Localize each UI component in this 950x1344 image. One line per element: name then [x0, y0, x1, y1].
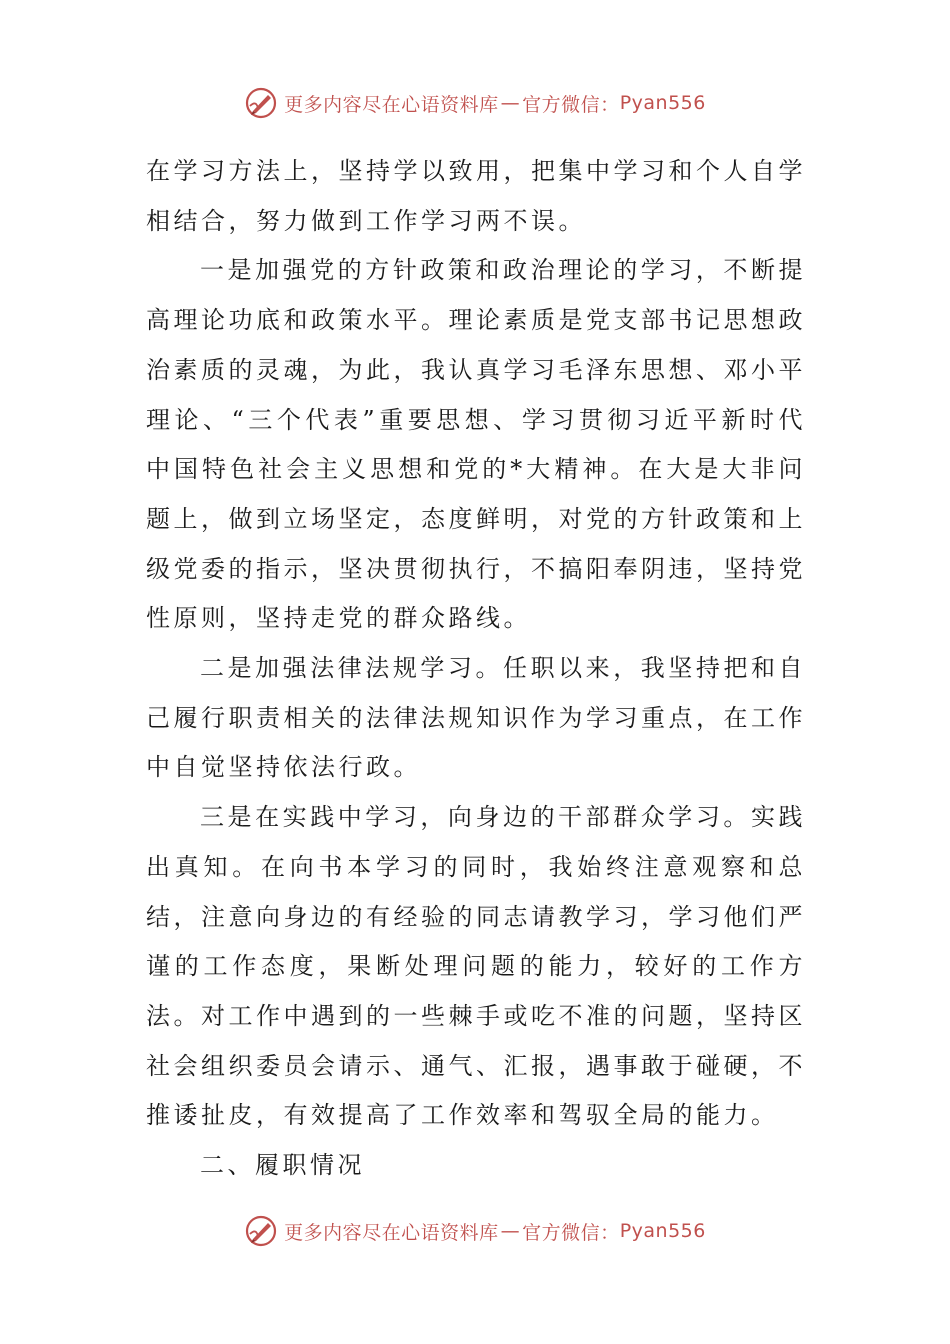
paragraph-practice-study: 三是在实践中学习，向身边的干部群众学习。实践出真知。在向书本学习的同时，我始终注意观察和总结，注意向身边的有经验的同志请教学习，学习他们严谨的工作态度，果断处理问题的能力，较好的工作方法。对工作中遇到的一些棘手或吃不准的问题，坚持区社会组织委员会请示、通气、汇报，遇事敢于碰硬，不推诿扯皮，有效提高了工作效率和驾驭全局的能力。: [146, 803, 806, 1130]
header-watermark: [0, 83, 950, 123]
pen-logo-icon: [244, 1214, 278, 1248]
paragraph-law-study: 二是加强法律法规学习。任职以来，我坚持把和自己履行职责相关的法律法规知识作为学习重点，在工作中自觉坚持依法行政。: [146, 654, 806, 782]
paragraph-study-method: 在学习方法上，坚持学以致用，把集中学习和个人自学相结合，努力做到工作学习两不误。: [146, 157, 806, 235]
watermark-wechat-id: Pyan556: [619, 92, 706, 114]
watermark-text: 更多内容尽在心语资料库: [284, 1221, 499, 1244]
paragraph-theory-study: 一是加强党的方针政策和政治理论的学习，不断提高理论功底和政策水平。理论素质是党支部书记思想政治素质的灵魂，为此，我认真学习毛泽东思想、邓小平理论、“三个代表”重要思想、学习贯彻习近平新时代中国特色社会主义思想和党的*大精神。在大是大非问题上，做到立场坚定，态度鲜明，对党的方针政策和上级党委的指示，坚决贯彻执行，不搞阳奉阴违，坚持党性原则，坚持走党的群众路线。: [146, 256, 806, 633]
footer-watermark: [0, 1211, 950, 1251]
section-heading-duties: 二、履职情况: [200, 1151, 365, 1180]
watermark-dash: —: [500, 92, 521, 114]
watermark-wechat-label: 官方微信：: [522, 93, 620, 116]
watermark-text: 更多内容尽在心语资料库: [284, 93, 499, 116]
document-body: [146, 147, 806, 1191]
pen-logo-icon: [244, 86, 278, 120]
watermark-dash: —: [500, 1220, 521, 1242]
watermark-wechat-label: 官方微信：: [522, 1221, 620, 1244]
watermark-wechat-id: Pyan556: [619, 1220, 706, 1242]
